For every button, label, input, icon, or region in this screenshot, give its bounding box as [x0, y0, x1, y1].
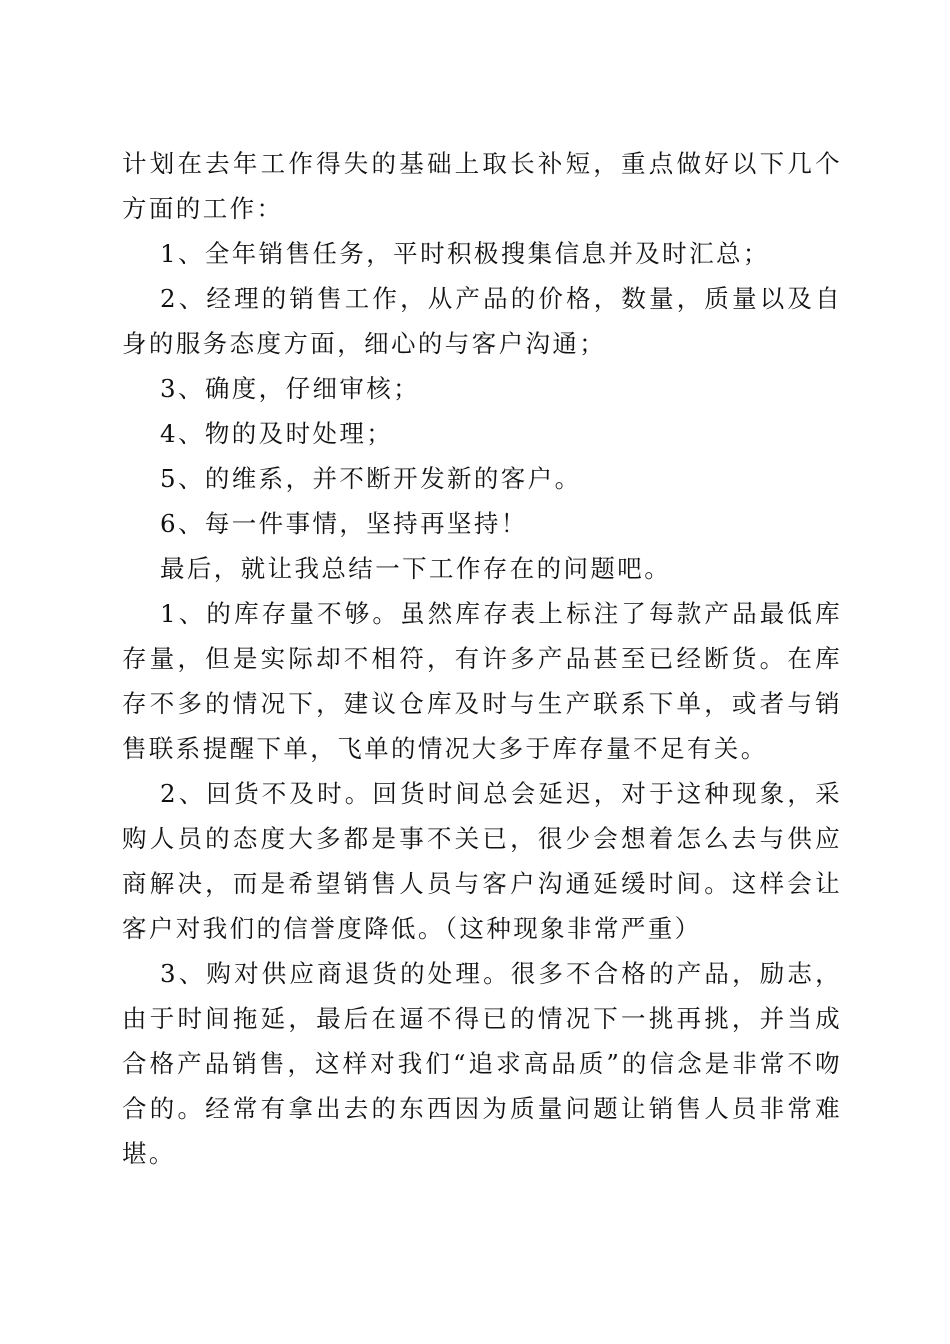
paragraph-plan-item-1: 1、全年销售任务，平时积极搜集信息并及时汇总； — [160, 239, 770, 268]
document-body — [122, 141, 842, 1176]
paragraph-problem-3: 3、购对供应商退货的处理。很多不合格的产品，励志，由于时间拖延，最后在逼不得已的情况下一挑再挑，并当成合格产品销售，这样对我们“追求高品质”的信念是非常不吻合的。经常有拿出去的东西因为质量问题让销售人员非常难堪。 — [122, 959, 842, 1168]
paragraph-problem-1: 1、的库存量不够。虽然库存表上标注了每款产品最低库存量，但是实际却不相符，有许多产品甚至已经断货。在库存不多的情况下，建议仓库及时与生产联系下单，或者与销售联系提醒下单，飞单的情况大多于库存量不足有关。 — [122, 599, 842, 763]
paragraph-plan-item-5: 5、的维系，并不断开发新的客户。 — [160, 464, 582, 493]
paragraph-problem-2: 2、回货不及时。回货时间总会延迟，对于这种现象，采购人员的态度大多都是事不关已，很少会想着怎么去与供应商解决，而是希望销售人员与客户沟通延缓时间。这样会让客户对我们的信誉度降低。（这种现象非常严重） — [122, 779, 842, 943]
paragraph-plan-item-4: 4、物的及时处理； — [160, 419, 394, 448]
paragraph-plan-item-2: 2、经理的销售工作，从产品的价格，数量，质量以及自身的服务态度方面，细心的与客户沟通； — [122, 284, 842, 358]
paragraph-plan-item-3: 3、确度，仔细审核； — [160, 374, 421, 403]
paragraph-plan-item-6: 6、每一件事情，坚持再坚持！ — [160, 509, 528, 538]
paragraph-problems-intro: 最后，就让我总结一下工作存在的问题吧。 — [160, 554, 672, 583]
paragraph-intro: 计划在去年工作得失的基础上取长补短，重点做好以下几个方面的工作： — [122, 149, 842, 223]
